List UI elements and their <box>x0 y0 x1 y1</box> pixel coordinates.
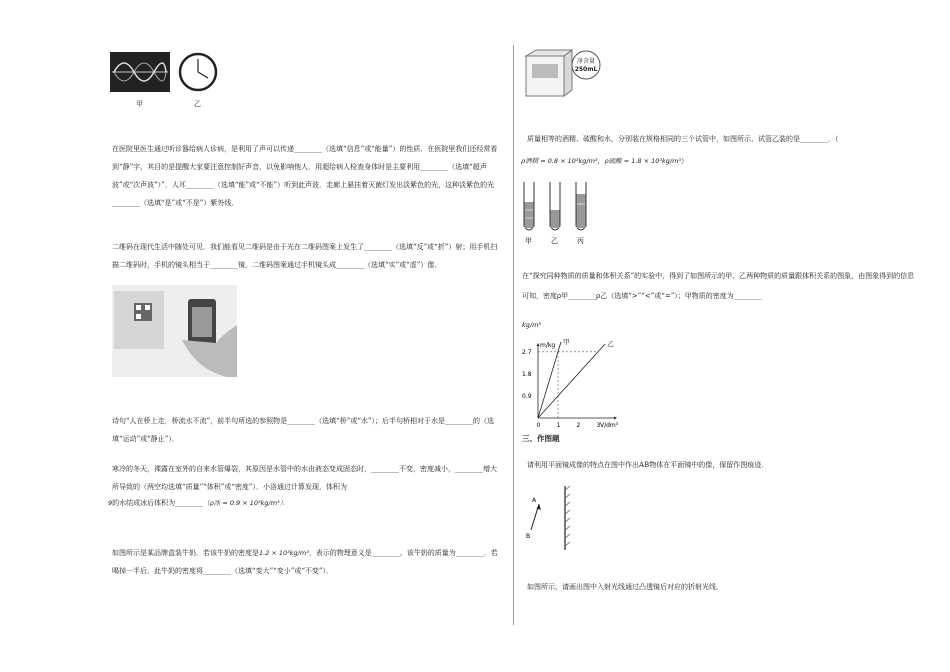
question-1: 在医院里医生通过听诊器给病人诊病，是利用了声可以传递________（选填“信息”或“能量”）的性质．在医院里我们还经常看到“静”字，其目的是提醒大家要注意控制好声音，以免影响他人．用超给病人检查身体时是主要利用________（选填“超声波”或“次声波”）”．人耳________（选填“能”或“不能”）听到此声波．走廊上悬挂着灭菌灯发出淡紫色的光，这种淡紫色的光________（选填“是”或“不是”）紫外线． <box>112 145 498 207</box>
x-axis-label: V/dm³ <box>600 422 619 429</box>
test-tube-yi <box>550 182 560 230</box>
y-tick-label: 1.8 <box>522 370 532 378</box>
qr-scan-photo <box>112 285 237 377</box>
y-axis-label: m/kg <box>540 342 556 349</box>
test-tubes-figure <box>520 180 600 246</box>
question-7: 在“探究同种物质的质量和体积关系”的实验中，得到了如图所示的甲、乙两种物质的质量跟体积关系的图象，由图象得到的信息可知，密度ρ甲________ρ乙（选填“>”“<”或“=”）；甲物质的密度为________ <box>522 272 915 300</box>
tube-label-bing: 丙 <box>577 237 584 245</box>
question-6: 质量相等的酒精、硫酸和水，分别装在规格相同的三个试管中，如图所示，试管乙装的是________．（ <box>527 135 839 143</box>
tube-label-jia: 甲 <box>525 237 532 245</box>
question-5: 如图所示是某品牌盒装牛奶．若该牛奶的密度是1.2 × 10³kg/m³，表示的物理意义是________，该牛奶的质量为________．若喝掉一半后，此牛奶的密度将________（选填“变大”“变小”或“不变”）． <box>112 549 498 575</box>
figure-label-jia: 甲 <box>136 100 143 108</box>
series-label-1: 甲 <box>563 338 570 346</box>
x-tick-label: 0 <box>536 422 541 429</box>
question-9: 如图所示，请画出图中入射光线通过凸透镜后对应的折射光线． <box>527 583 723 591</box>
figure-label-yi: 乙 <box>194 100 201 108</box>
question-2: 二维码在现代生活中随处可见．我们能看见二维码是由于光在二维码图案上发生了________（选填“反”或“折”）射；用手机扫描二维码时，手机的镜头相当于________镜，二维码图案通过手机镜头成________（选填“实”或“虚”）像． <box>112 243 498 269</box>
milk-label-line2: 250mL <box>574 66 598 73</box>
x-tick-label: 1 <box>556 422 561 429</box>
series-label-2: 乙 <box>607 339 614 348</box>
question-4: 寒冷的冬天，裸露在室外的自来水管爆裂，其原因是水管中的水由液态变成固态时，________不变，密度减小，________增大所导致的（两空均选填“质量”“体积”或“密度”）．小洛通过计算发现，体积为 <box>112 465 497 491</box>
plane-mirror-figure <box>525 484 575 554</box>
section-3-heading: 三、作图题 <box>522 434 560 443</box>
y-tick-label: 0.9 <box>522 392 532 400</box>
question-3: 诗句“人在桥上走，桥流水不流”，前半句所选的参照物是________（选填“桥”或“水”）；后半句桥相对于水是________的（选填“运动”或“静止”）． <box>112 417 494 443</box>
question-6-densities: ρ酒精 = 0.8 × 10³kg/m³，ρ硫酸 = 1.8 × 10³kg/m³） <box>521 157 689 165</box>
x-tick-label: 3 <box>596 422 601 429</box>
test-tube-jia <box>524 182 534 230</box>
tube-label-yi: 乙 <box>551 237 558 245</box>
milk-label-line1: 净含量 <box>576 58 596 65</box>
x-tick-label: 2 <box>576 422 581 429</box>
mass-volume-chart <box>520 338 620 430</box>
question-8: 请利用平面镜成像的特点在图中作出AB物体在平面镜中的像，保留作图痕迹． <box>527 461 769 469</box>
question-4-line3: 9的水结成冰后体积为________（ρ冰 = 0.9 × 10³kg/m³）． <box>108 499 290 507</box>
y-tick-label: 2.7 <box>522 348 532 356</box>
figure-wave-and-clock <box>110 52 220 97</box>
volume-badge <box>572 51 600 79</box>
point-a-label: A <box>532 497 537 504</box>
column-divider <box>513 45 514 625</box>
series-line-1 <box>538 342 561 418</box>
question-7-unit: kg/m³ <box>522 321 542 329</box>
milk-box-figure <box>524 48 604 100</box>
series-line-2 <box>538 344 605 418</box>
point-b-label: B <box>526 533 531 540</box>
test-tube-bing <box>576 182 586 230</box>
